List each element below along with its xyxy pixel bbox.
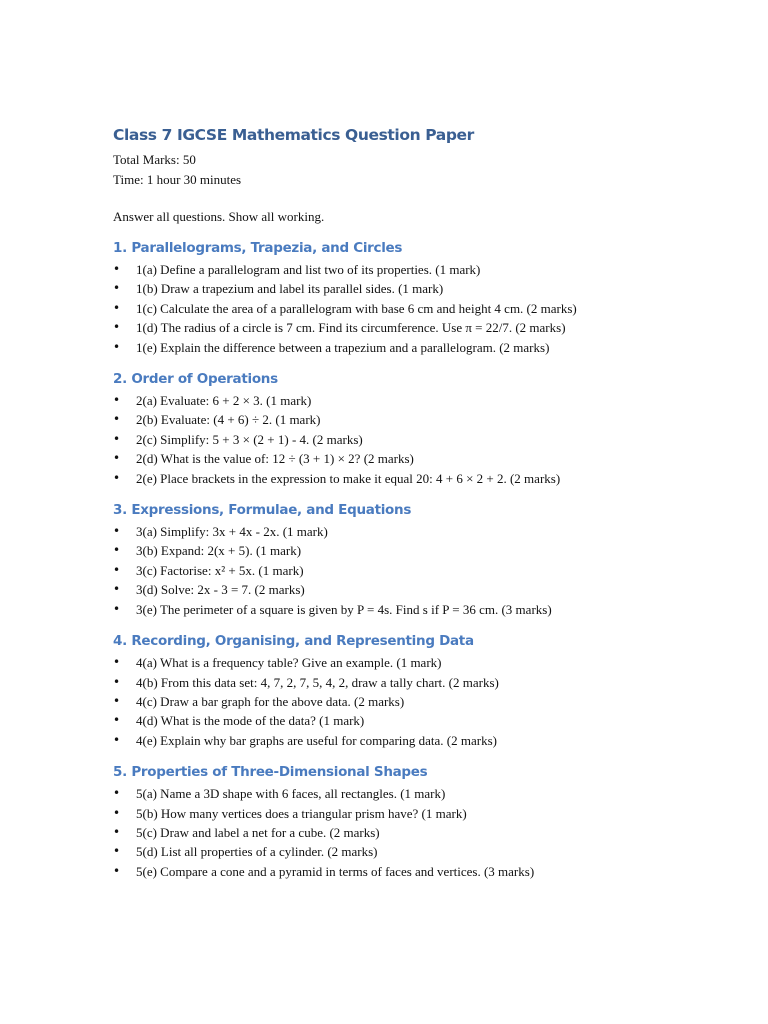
question-text: 5(a) Name a 3D shape with 6 faces, all rectangles. (1 mark) bbox=[136, 786, 446, 802]
instructions: Answer all questions. Show all working. bbox=[113, 209, 325, 224]
time-allowed: Time: 1 hour 30 minutes bbox=[113, 172, 242, 187]
question-text: 4(e) Explain why bar graphs are useful for comparing data. (2 marks) bbox=[136, 732, 497, 748]
question-text: 5(c) Draw and label a net for a cube. (2 marks) bbox=[136, 824, 380, 840]
bullet-icon: • bbox=[113, 320, 121, 335]
total-marks: Total Marks: 50 bbox=[113, 152, 196, 167]
question-item bbox=[113, 469, 733, 488]
question-item bbox=[113, 260, 733, 279]
question-text: 4(b) From this data set: 4, 7, 2, 7, 5, 4, 2, draw a tally chart. (2 marks) bbox=[136, 674, 499, 690]
question-text: 4(d) What is the mode of the data? (1 mark) bbox=[136, 713, 365, 729]
question-list bbox=[113, 522, 733, 619]
question-section bbox=[113, 238, 733, 357]
question-section bbox=[113, 369, 733, 488]
question-text: 2(e) Place brackets in the expression to make it equal 20: 4 + 6 × 2 + 2. (2 marks) bbox=[136, 470, 561, 486]
bullet-icon: • bbox=[113, 300, 121, 315]
question-text: 5(d) List all properties of a cylinder. (2 marks) bbox=[136, 844, 378, 860]
bullet-icon: • bbox=[113, 844, 121, 859]
question-item bbox=[113, 673, 733, 692]
question-text: 1(e) Explain the difference between a trapezium and a parallelogram. (2 marks) bbox=[136, 339, 550, 355]
bullet-icon: • bbox=[113, 863, 121, 878]
question-text: 1(d) The radius of a circle is 7 cm. Find its circumference. Use π = 22/7. (2 marks) bbox=[136, 320, 566, 336]
question-section bbox=[113, 631, 733, 750]
bullet-icon: • bbox=[113, 281, 121, 296]
question-text: 2(b) Evaluate: (4 + 6) ÷ 2. (1 mark) bbox=[136, 412, 321, 428]
question-text: 1(b) Draw a trapezium and label its parallel sides. (1 mark) bbox=[136, 281, 444, 297]
question-item bbox=[113, 561, 733, 580]
question-item bbox=[113, 653, 733, 672]
bullet-icon: • bbox=[113, 412, 121, 427]
question-text: 1(c) Calculate the area of a parallelogram with base 6 cm and height 4 cm. (2 marks) bbox=[136, 300, 577, 316]
document-page bbox=[113, 124, 733, 881]
question-text: 4(c) Draw a bar graph for the above data. (2 marks) bbox=[136, 693, 405, 709]
section-heading: 4. Recording, Organising, and Representing Data bbox=[113, 633, 474, 650]
question-text: 3(e) The perimeter of a square is given by P = 4s. Find s if P = 36 cm. (3 marks) bbox=[136, 601, 552, 617]
section-heading: 3. Expressions, Formulae, and Equations bbox=[113, 502, 412, 519]
question-text: 3(d) Solve: 2x - 3 = 7. (2 marks) bbox=[136, 582, 305, 598]
question-item bbox=[113, 541, 733, 560]
section-heading: 1. Parallelograms, Trapezia, and Circles bbox=[113, 240, 403, 256]
bullet-icon: • bbox=[113, 262, 121, 276]
question-item bbox=[113, 784, 733, 803]
bullet-icon: • bbox=[113, 732, 121, 747]
question-text: 3(b) Expand: 2(x + 5). (1 mark) bbox=[136, 543, 302, 559]
question-item bbox=[113, 391, 733, 410]
question-item bbox=[113, 410, 733, 429]
bullet-icon: • bbox=[113, 524, 121, 539]
section-heading: 5. Properties of Three-Dimensional Shapes bbox=[113, 764, 428, 781]
question-text: 4(a) What is a frequency table? Give an example. (1 mark) bbox=[136, 655, 442, 671]
bullet-icon: • bbox=[113, 562, 121, 577]
bullet-icon: • bbox=[113, 470, 121, 485]
question-text: 2(c) Simplify: 5 + 3 × (2 + 1) - 4. (2 marks) bbox=[136, 431, 363, 447]
question-item bbox=[113, 823, 733, 842]
bullet-icon: • bbox=[113, 393, 121, 408]
question-section bbox=[113, 500, 733, 619]
question-item bbox=[113, 449, 733, 468]
question-list bbox=[113, 784, 733, 881]
question-text: 3(a) Simplify: 3x + 4x - 2x. (1 mark) bbox=[136, 524, 328, 540]
bullet-icon: • bbox=[113, 713, 121, 728]
question-item bbox=[113, 842, 733, 861]
question-item bbox=[113, 711, 733, 730]
bullet-icon: • bbox=[113, 543, 121, 558]
question-item bbox=[113, 299, 733, 318]
bullet-icon: • bbox=[113, 339, 121, 354]
question-item bbox=[113, 580, 733, 599]
bullet-icon: • bbox=[113, 451, 121, 466]
bullet-icon: • bbox=[113, 824, 121, 839]
question-section bbox=[113, 762, 733, 881]
bullet-icon: • bbox=[113, 431, 121, 446]
sections-container bbox=[113, 238, 733, 881]
document-title: Class 7 IGCSE Mathematics Question Paper bbox=[113, 126, 474, 144]
bullet-icon: • bbox=[113, 786, 121, 801]
question-item bbox=[113, 804, 733, 823]
question-list bbox=[113, 653, 733, 750]
question-item bbox=[113, 862, 733, 881]
bullet-icon: • bbox=[113, 655, 121, 670]
question-text: 1(a) Define a parallelogram and list two of its properties. (1 mark) bbox=[136, 262, 481, 277]
bullet-icon: • bbox=[113, 693, 121, 708]
question-text: 2(d) What is the value of: 12 ÷ (3 + 1) × 2? (2 marks) bbox=[136, 451, 414, 467]
question-item bbox=[113, 430, 733, 449]
question-item bbox=[113, 318, 733, 337]
bullet-icon: • bbox=[113, 601, 121, 616]
question-item bbox=[113, 522, 733, 541]
question-text: 5(e) Compare a cone and a pyramid in terms of faces and vertices. (3 marks) bbox=[136, 863, 535, 879]
question-item bbox=[113, 279, 733, 298]
bullet-icon: • bbox=[113, 805, 121, 820]
question-item bbox=[113, 600, 733, 619]
question-text: 5(b) How many vertices does a triangular prism have? (1 mark) bbox=[136, 805, 467, 821]
section-heading: 2. Order of Operations bbox=[113, 371, 278, 388]
question-text: 3(c) Factorise: x² + 5x. (1 mark) bbox=[136, 562, 304, 578]
question-item bbox=[113, 692, 733, 711]
question-text: 2(a) Evaluate: 6 + 2 × 3. (1 mark) bbox=[136, 393, 312, 409]
question-list bbox=[113, 391, 733, 488]
bullet-icon: • bbox=[113, 674, 121, 689]
question-list bbox=[113, 260, 733, 357]
bullet-icon: • bbox=[113, 582, 121, 597]
question-item bbox=[113, 338, 733, 357]
question-item bbox=[113, 731, 733, 750]
